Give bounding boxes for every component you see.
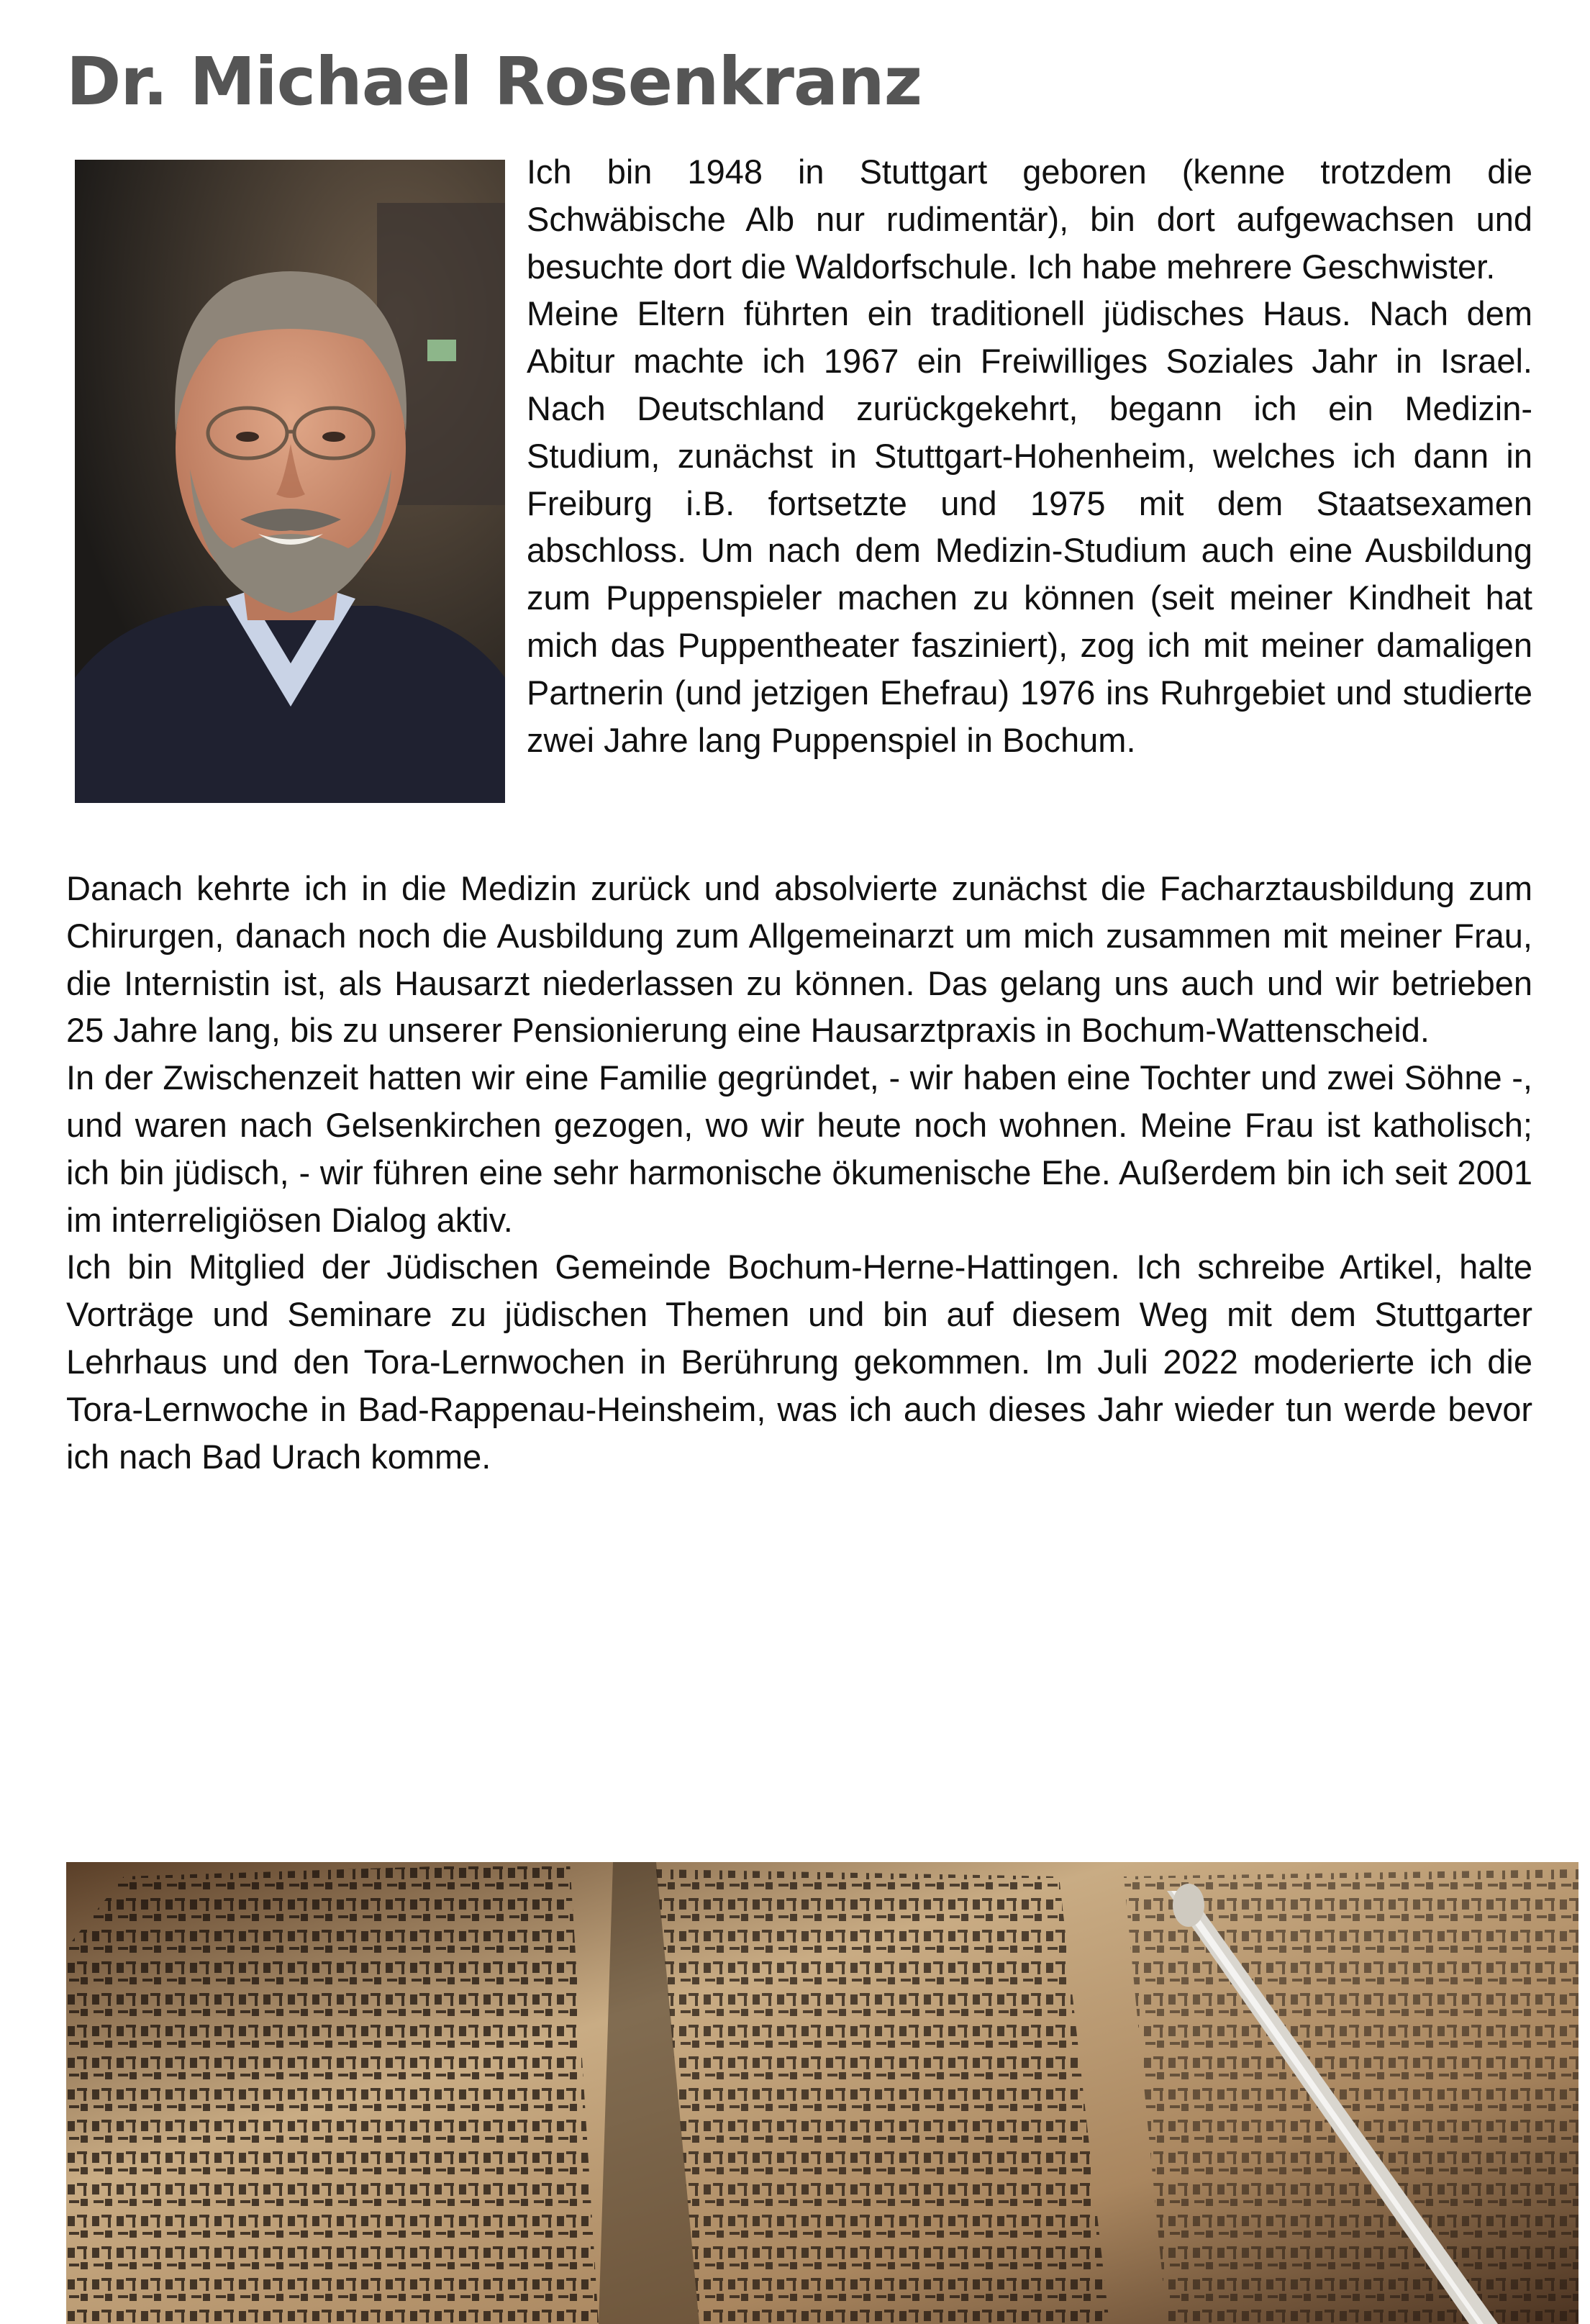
intro-paragraph-1: Ich bin 1948 in Stuttgart geboren (kenne trotzdem die Schwäbische Alb nur rudimentär), bin dort aufgewachsen und besuchte dort die Waldorfschule. Ich habe mehrere Geschwister. (527, 153, 1532, 286)
portrait-photo (75, 160, 505, 803)
intro-text (527, 148, 1532, 763)
intro-paragraph-2: Meine Eltern führten ein traditionell jüdisches Haus. Nach dem Abitur machte ich 1967 ein Freiwilliges Soziales Jahr in Israel. Nach Deutschland zurückgekehrt, begann ich ein Medizin-Studium, zunächst in Stuttgart-Hohenheim, welches ich dann in Freiburg i.B. fortsetzte und 1975 mit dem Staatsexamen abschloss. Um nach dem Medizin-Studium auch eine Ausbildung zum Puppenspieler machen zu können (seit meiner Kindheit hat mich das Puppentheater fasziniert), zog ich mit meiner damaligen Partnerin (und jetzigen Ehefrau) 1976 ins Ruhrgebiet und studierte zwei Jahre lang Puppenspiel in Bochum. (527, 294, 1532, 759)
torah-scroll-icon (66, 1862, 1578, 2324)
main-paragraph-3: Ich bin Mitglied der Jüdischen Gemeinde Bochum-Herne-Hattingen. Ich schreibe Artikel, halte Vorträge und Seminare zu jüdischen Themen und bin auf diesem Weg mit dem Stuttgarter Lehrhaus und den Tora-Lernwochen in Berührung gekommen. Im Juli 2022 moderierte ich die Tora-Lernwoche in Bad-Rappenau-Heinsheim, was ich auch dieses Jahr wieder tun werde bevor ich nach Bad Urach komme. (66, 1248, 1532, 1476)
portrait-icon (75, 160, 505, 803)
torah-scroll-photo (66, 1862, 1578, 2324)
page-title: Dr. Michael Rosenkranz (66, 43, 922, 120)
main-paragraph-1: Danach kehrte ich in die Medizin zurück und absolvierte zunächst die Facharztausbildung zum Chirurgen, danach noch die Ausbildung zum Allgemeinarzt um mich zusammen mit meiner Frau, die Internistin ist, als Hausarzt niederlassen zu können. Das gelang uns auch und wir betrieben 25 Jahre lang, bis zu unserer Pensionierung eine Hausarztpraxis in Bochum-Wattenscheid. (66, 869, 1532, 1050)
main-text (66, 865, 1532, 1480)
main-paragraph-2: In der Zwischenzeit hatten wir eine Familie gegründet, - wir haben eine Tochter und zwei Söhne -, und waren nach Gelsenkirchen gezogen, wo wir heute noch wohnen. Meine Frau ist katholisch; ich bin jüdisch, - wir führen eine sehr harmonische ökumenische Ehe. Außerdem bin ich seit 2001 im interreligiösen Dialog aktiv. (66, 1058, 1532, 1239)
